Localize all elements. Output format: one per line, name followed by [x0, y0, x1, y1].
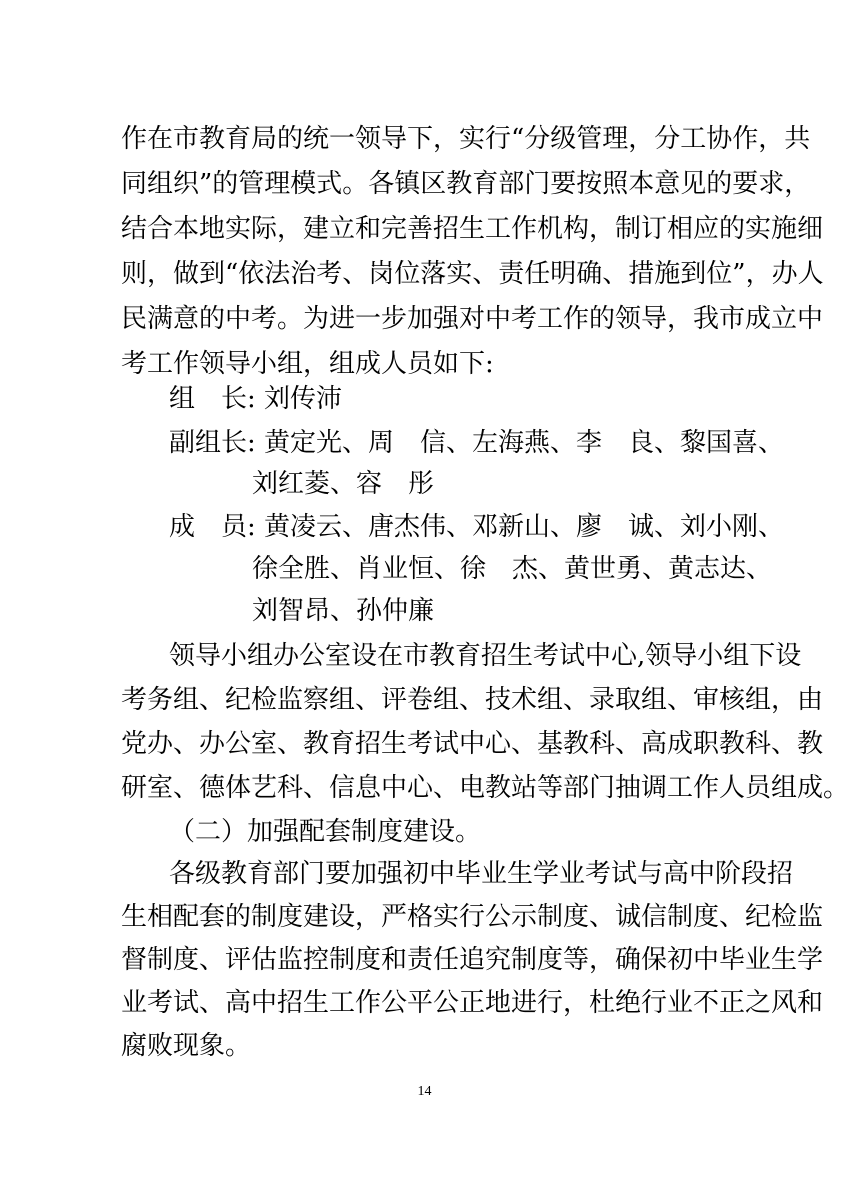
- members-line: 刘智昂、孙仲廉: [252, 596, 435, 626]
- paragraph-line: 党办、办公室、教育招生考试中心、基教科、高成职教科、教: [121, 729, 824, 759]
- paragraph-line: 领导小组办公室设在市教育招生考试中心,领导小组下设: [169, 641, 802, 671]
- paragraph-line: 腐败现象。: [121, 1031, 252, 1061]
- paragraph-line: 督制度、评估监控制度和责任追究制度等，确保初中毕业生学: [121, 945, 824, 975]
- leader-line: 组 长: 刘传沛: [169, 384, 343, 414]
- paragraph-line: 各级教育部门要加强初中毕业生学业考试与高中阶段招: [169, 859, 794, 889]
- paragraph-line: 则，做到“依法治考、岗位落实、责任明确、措施到位”，办人: [121, 259, 824, 289]
- deputy-leaders-line: 刘红菱、容 彤: [252, 469, 435, 499]
- page-number: 14: [417, 1084, 432, 1099]
- members-line: 成 员: 黄凌云、唐杰伟、邓新山、廖 诚、刘小刚、: [169, 512, 785, 542]
- paragraph-line: 生相配套的制度建设，严格实行公示制度、诚信制度、纪检监: [121, 902, 824, 932]
- paragraph-line: 研室、德体艺科、信息中心、电教站等部门抽调工作人员组成。: [121, 773, 849, 803]
- paragraph-line: 业考试、高中招生工作公平公正地进行，杜绝行业不正之风和: [121, 988, 824, 1018]
- members-line: 徐全胜、肖业恒、徐 杰、黄世勇、黄志达、: [252, 554, 773, 584]
- paragraph-line: 考工作领导小组，组成人员如下:: [121, 349, 494, 379]
- deputy-leaders-line: 副组长: 黄定光、周 信、左海燕、李 良、黎国喜、: [169, 428, 785, 458]
- paragraph-line: 结合本地实际，建立和完善招生工作机构，制订相应的实施细: [121, 214, 824, 244]
- paragraph-line: 作在市教育局的统一领导下，实行“分级管理，分工协作，共: [121, 124, 811, 154]
- paragraph-line: 同组织”的管理模式。各镇区教育部门要按照本意见的要求，: [121, 169, 811, 199]
- paragraph-line: 民满意的中考。为进一步加强对中考工作的领导，我市成立中: [121, 304, 824, 334]
- section-heading: （二）加强配套制度建设。: [169, 817, 482, 847]
- paragraph-line: 考务组、纪检监察组、评卷组、技术组、录取组、审核组，由: [121, 685, 824, 715]
